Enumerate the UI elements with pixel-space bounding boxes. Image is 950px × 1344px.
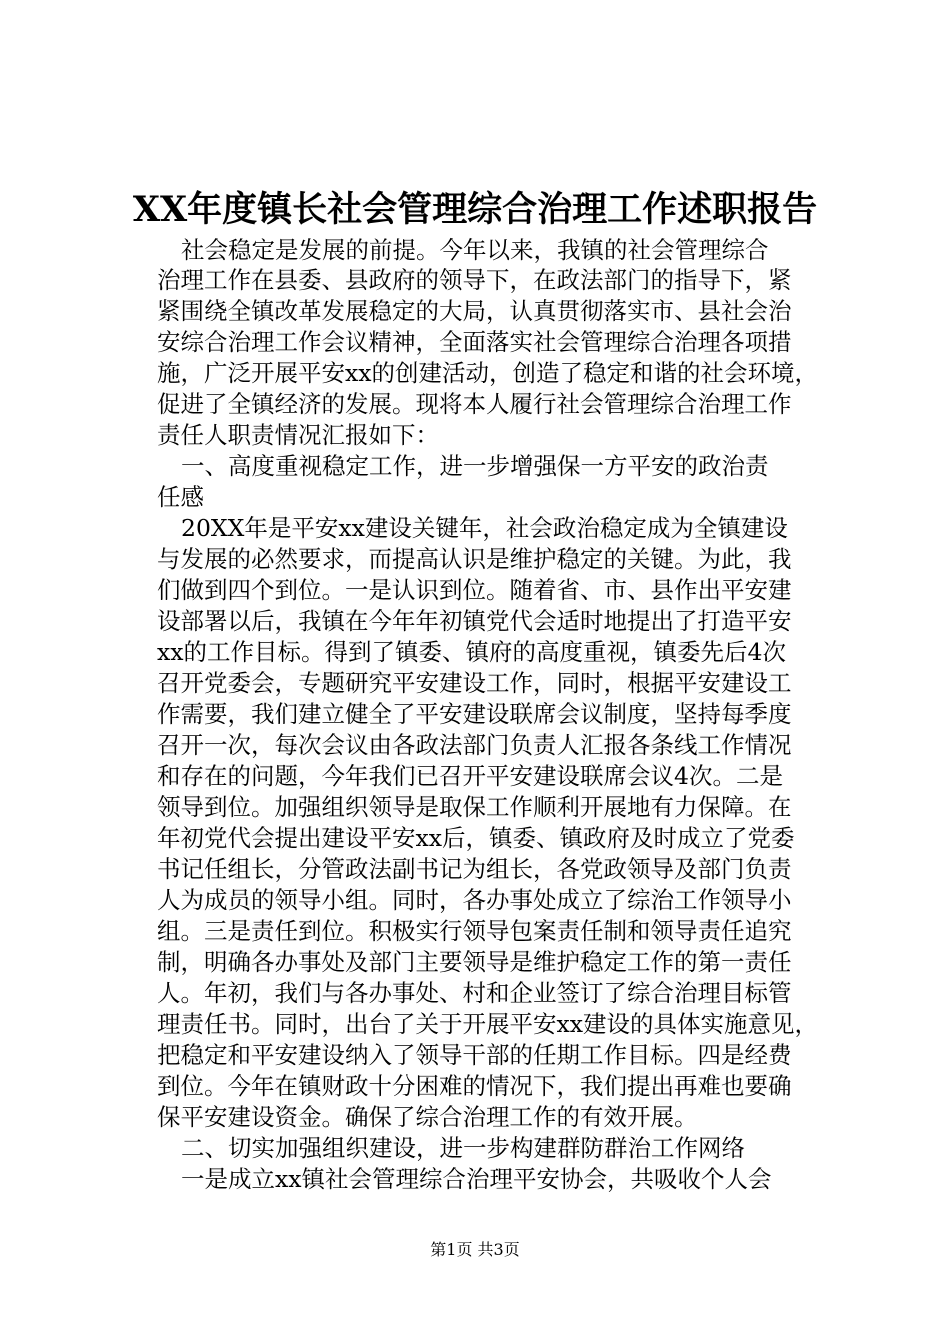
body-line: 组。三是责任到位。积极实行领导包案责任制和领导责任追究: [157, 917, 792, 945]
body-line: 书记任组长，分管政法副书记为组长，各党政领导及部门负责: [157, 855, 792, 883]
body-line: 到位。今年在镇财政十分困难的情况下，我们提出再难也要确: [157, 1072, 792, 1100]
body-line: 作需要，我们建立健全了平安建设联席会议制度，坚持每季度: [157, 700, 792, 728]
body-line: 安综合治理工作会议精神，全面落实社会管理综合治理各项措: [157, 328, 792, 356]
body-line: 设部署以后，我镇在今年年初镇党代会适时地提出了打造平安: [157, 607, 792, 635]
body-line: 人为成员的领导小组。同时，各办事处成立了综治工作领导小: [157, 886, 792, 914]
body-line: 领导到位。加强组织领导是取保工作顺利开展地有力保障。在: [157, 793, 792, 821]
section-heading: 任感: [157, 483, 204, 511]
body-line: 们做到四个到位。一是认识到位。随着省、市、县作出平安建: [157, 576, 792, 604]
body-line: 紧围绕全镇改革发展稳定的大局，认真贯彻落实市、县社会治: [157, 297, 792, 325]
body-line: 保平安建设资金。确保了综合治理工作的有效开展。: [157, 1103, 698, 1131]
body-line: 召开一次，每次会议由各政法部门负责人汇报各条线工作情况: [157, 731, 792, 759]
body-line: 人。年初，我们与各办事处、村和企业签订了综合治理目标管: [157, 979, 792, 1007]
body-line: 促进了全镇经济的发展。现将本人履行社会管理综合治理工作: [157, 390, 792, 418]
body-line: xx的工作目标。得到了镇委、镇府的高度重视，镇委先后4次: [157, 638, 786, 666]
body-line: 责任人职责情况汇报如下：: [157, 421, 439, 449]
body-line: 20XX年是平安xx建设关键年，社会政治稳定成为全镇建设: [181, 514, 788, 542]
body-line: 施，广泛开展平安xx的创建活动，创造了稳定和谐的社会环境，: [157, 359, 819, 387]
body-line: 社会稳定是发展的前提。今年以来，我镇的社会管理综合: [181, 236, 769, 264]
body-line: 治理工作在县委、县政府的领导下，在政法部门的指导下，紧: [157, 266, 792, 294]
body-line: 一是成立xx镇社会管理综合治理平安协会，共吸收个人会: [181, 1165, 772, 1193]
section-heading: 一、高度重视稳定工作，进一步增强保一方平安的政治责: [181, 452, 769, 480]
body-line: 召开党委会，专题研究平安建设工作，同时，根据平安建设工: [157, 669, 792, 697]
document-title: XX年度镇长社会管理综合治理工作述职报告: [132, 189, 818, 230]
section-heading: 二、切实加强组织建设，进一步构建群防群治工作网络: [181, 1134, 745, 1162]
body-line: 和存在的问题，今年我们已召开平安建设联席会议4次。二是: [157, 762, 783, 790]
body-line: 制，明确各办事处及部门主要领导是维护稳定工作的第一责任: [157, 948, 792, 976]
body-line: 与发展的必然要求，而提高认识是维护稳定的关键。为此，我: [157, 545, 792, 573]
body-line: 理责任书。同时，出台了关于开展平安xx建设的具体实施意见，: [157, 1010, 819, 1038]
body-line: 年初党代会提出建设平安xx后，镇委、镇政府及时成立了党委: [157, 824, 795, 852]
body-line: 把稳定和平安建设纳入了领导干部的任期工作目标。四是经费: [157, 1041, 792, 1069]
page-footer: 第1页 共3页: [430, 1240, 520, 1259]
